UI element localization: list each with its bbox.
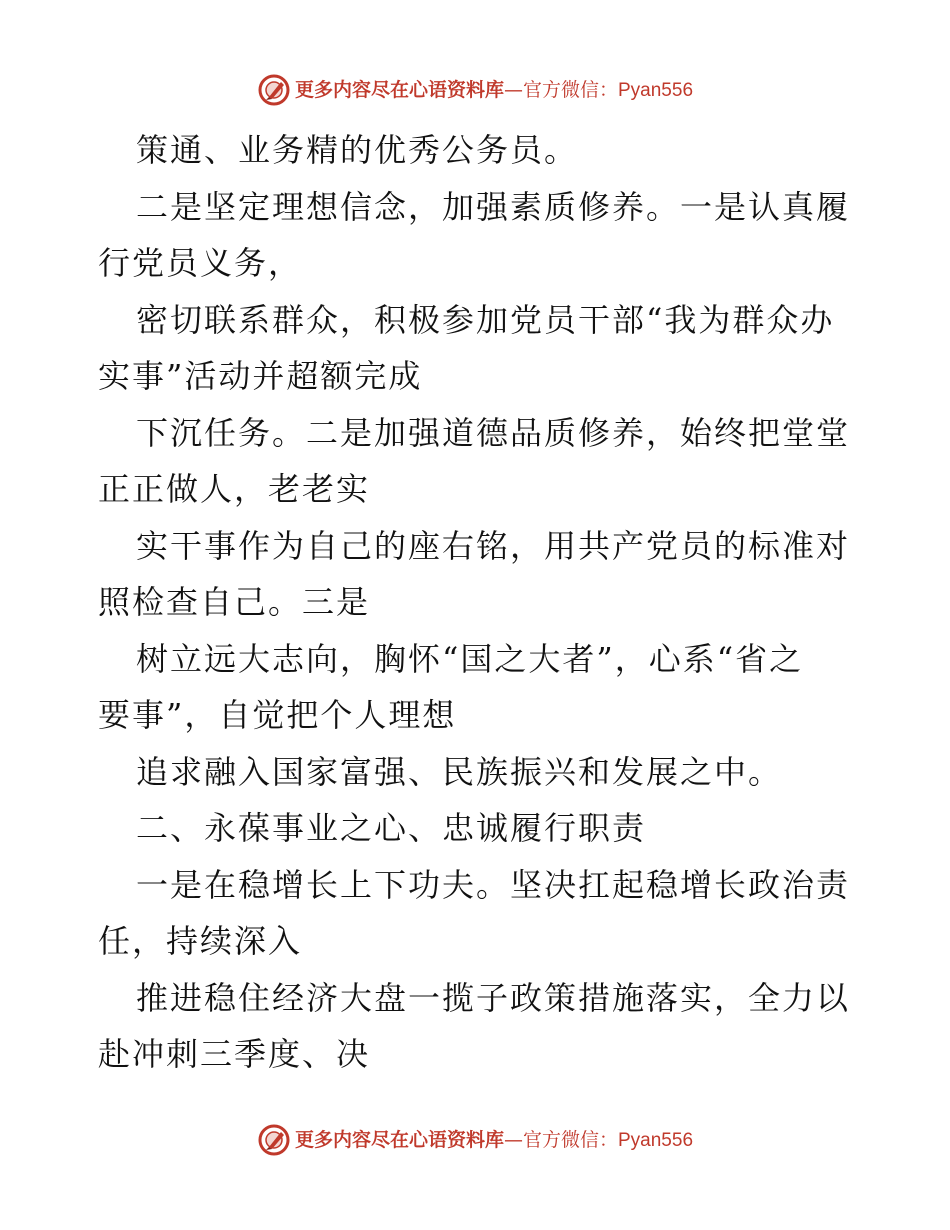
footer-watermark — [0, 1120, 950, 1160]
text-line: 正正做人，老老实 — [98, 470, 371, 508]
text-line: 推进稳住经济大盘一揽子政策措施落实，全力以 — [136, 978, 851, 1017]
text-line: 树立远大志向，胸怀“国之大者”，心系“省之 — [136, 639, 804, 678]
footer-dash: — — [503, 1128, 523, 1151]
brand-logo-icon — [257, 73, 291, 107]
footer-brand-text — [295, 1123, 693, 1158]
header-brand-text — [295, 73, 693, 108]
header-brand-name: 更多内容尽在心语资料库 — [294, 78, 504, 101]
header-wechat-label: 官方微信： — [522, 78, 618, 101]
text-line: 要事”，自觉把个人理想 — [98, 696, 457, 734]
header-watermark — [0, 70, 950, 110]
text-line: 照检查自己。三是 — [98, 583, 371, 621]
text-line: 实干事作为自己的座右铭，用共产党员的标准对 — [136, 526, 851, 565]
brand-logo-icon — [257, 1123, 291, 1157]
text-line: 一是在稳增长上下功夫。坚决扛起稳增长政治责 — [136, 865, 851, 904]
footer-wechat-id: Pyan556 — [618, 1129, 694, 1151]
footer-brand-name: 更多内容尽在心语资料库 — [294, 1128, 504, 1151]
text-line: 密切联系群众，积极参加党员干部“我为群众办 — [136, 300, 835, 339]
document-body — [98, 122, 858, 1083]
text-line: 追求融入国家富强、民族振兴和发展之中。 — [136, 752, 783, 791]
header-wechat-id: Pyan556 — [618, 79, 694, 101]
text-line: 策通、业务精的优秀公务员。 — [136, 131, 579, 169]
text-line: 赴冲刺三季度、决 — [98, 1035, 371, 1073]
header-dash: — — [503, 78, 523, 101]
text-line: 任，持续深入 — [98, 922, 303, 960]
footer-wechat-label: 官方微信： — [522, 1128, 618, 1151]
text-line: 下沉任务。二是加强道德品质修养，始终把堂堂 — [136, 413, 851, 452]
text-line: 实事”活动并超额完成 — [98, 357, 423, 395]
section-heading: 二、永葆事业之心、忠诚履行职责 — [136, 809, 647, 847]
text-line: 行党员义务， — [98, 244, 303, 282]
text-line: 二是坚定理想信念，加强素质修养。一是认真履 — [136, 187, 851, 226]
